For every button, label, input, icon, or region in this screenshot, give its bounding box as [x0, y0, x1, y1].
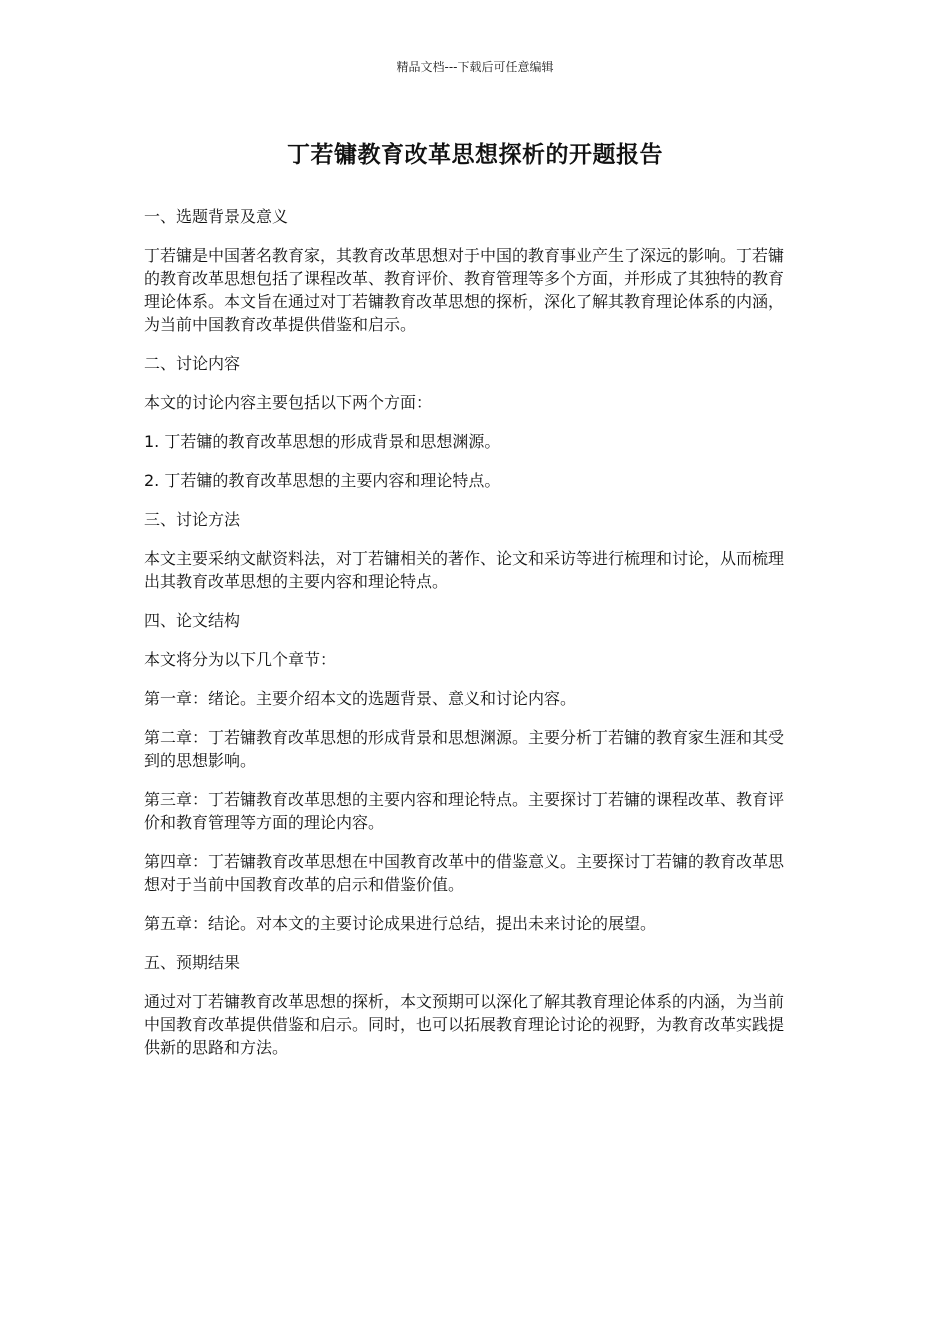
- list-item-content-1: 1. 丁若镛的教育改革思想的形成背景和思想渊源。: [144, 432, 501, 451]
- paragraph-method: 本文主要采纳文献资料法，对丁若镛相关的著作、论文和采访等进行梳理和讨论，从而梳理出其教育改革思想的主要内容和理论特点。: [144, 549, 785, 591]
- document-body: [144, 205, 798, 1075]
- chapter-2: 第二章：丁若镛教育改革思想的形成背景和思想渊源。主要分析丁若镛的教育家生涯和其受到的思想影响。: [144, 728, 785, 770]
- chapter-4: 第四章：丁若镛教育改革思想在中国教育改革中的借鉴意义。主要探讨丁若镛的教育改革思想对于当前中国教育改革的启示和借鉴价值。: [144, 852, 785, 894]
- chapter-5: 第五章：结论。对本文的主要讨论成果进行总结，提出未来讨论的展望。: [144, 914, 657, 933]
- chapter-3: 第三章：丁若镛教育改革思想的主要内容和理论特点。主要探讨丁若镛的课程改革、教育评价和教育管理等方面的理论内容。: [144, 790, 785, 832]
- paragraph-results: 通过对丁若镛教育改革思想的探析，本文预期可以深化了解其教育理论体系的内涵，为当前中国教育改革提供借鉴和启示。同时，也可以拓展教育理论讨论的视野，为教育改革实践提供新的思路和方法。: [144, 992, 785, 1057]
- section-heading-background: 一、选题背景及意义: [144, 207, 289, 226]
- document-title: 丁若镛教育改革思想探析的开题报告: [287, 142, 663, 168]
- section-heading-content: 二、讨论内容: [144, 354, 241, 373]
- paragraph-structure-intro: 本文将分为以下几个章节：: [144, 650, 337, 669]
- section-heading-structure: 四、论文结构: [144, 611, 241, 630]
- header-note: 精品文档---下载后可任意编辑: [396, 60, 554, 74]
- section-heading-results: 五、预期结果: [144, 953, 241, 972]
- section-heading-method: 三、讨论方法: [144, 510, 241, 529]
- paragraph-content-intro: 本文的讨论内容主要包括以下两个方面：: [144, 393, 433, 412]
- list-item-content-2: 2. 丁若镛的教育改革思想的主要内容和理论特点。: [144, 471, 501, 490]
- paragraph-background: 丁若镛是中国著名教育家，其教育改革思想对于中国的教育事业产生了深远的影响。丁若镛的教育改革思想包括了课程改革、教育评价、教育管理等多个方面，并形成了其独特的教育理论体系。本文旨在通过对丁若镛教育改革思想的探析，深化了解其教育理论体系的内涵，为当前中国教育改革提供借鉴和启示。: [144, 246, 785, 334]
- chapter-1: 第一章：绪论。主要介绍本文的选题背景、意义和讨论内容。: [144, 689, 577, 708]
